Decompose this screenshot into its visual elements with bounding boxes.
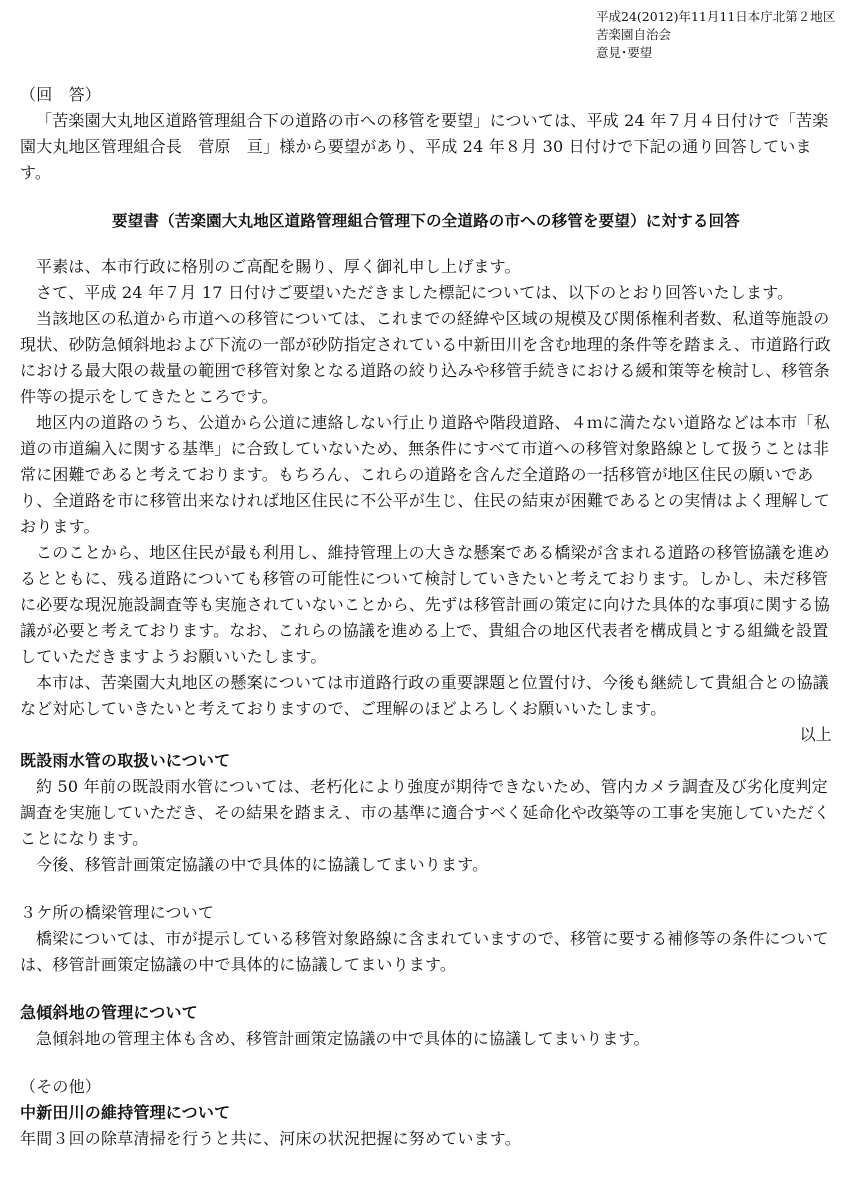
- intro-paragraph: 「苦楽園大丸地区道路管理組合下の道路の市への移管を要望」については、平成 24 年７月４日付けで「苦楽園大丸地区管理組合長 菅原 亘」様から要望があり、平成 24 年８月 30 日付けで下記の通り回答しています。: [20, 111, 829, 182]
- section-heading: ３ケ所の橋梁管理について: [20, 903, 215, 922]
- header-category: 意見･要望: [596, 45, 653, 60]
- section-heading: 急傾斜地の管理について: [20, 1003, 198, 1022]
- other-heading: 中新田川の維持管理について: [20, 1103, 231, 1122]
- closing-mark: 以上: [799, 725, 832, 744]
- body-paragraph: 当該地区の私道から市道への移管については、これまでの経緯や区域の規模及び関係権利者数、私道等施設の現状、砂防急傾斜地および下流の一部が砂防指定されている中新田川を含む地理的条件等を踏まえ、市道路行政における最大限の裁量の範囲で移管対象となる道路の絞り込みや移管手続きにおける緩和策等を検討し、移管条件等の提示をしてきたところです。: [20, 309, 831, 406]
- body-paragraph: 平素は、本市行政に格別のご高配を賜り、厚く御礼申し上げます。: [36, 257, 521, 276]
- section-text: 約 50 年前の既設雨水管については、老朽化により強度が期待できないため、管内カメラ調査及び劣化度判定調査を実施していただき、その結果を踏まえ、市の基準に適合すべく延命化や改築等の工事を実施していただくことになります。: [20, 777, 831, 848]
- header-organization: 苦楽園自治会: [596, 27, 672, 42]
- document-body: [20, 82, 832, 1152]
- other-label: （その他）: [20, 1077, 102, 1096]
- other-text: 年間３回の除草清掃を行うと共に、河床の状況把握に努めています。: [20, 1129, 521, 1148]
- section-text: 急傾斜地の管理主体も含め、移管計画策定協議の中で具体的に協議してまいります。: [36, 1029, 650, 1048]
- header-date-location: 平成24(2012)年11月11日本庁北第２地区: [596, 9, 836, 24]
- document-header: [596, 8, 835, 62]
- section-text: 今後、移管計画策定協議の中で具体的に協議してまいります。: [36, 855, 489, 874]
- body-paragraph: このことから、地区住民が最も利用し、維持管理上の大きな懸案である橋梁が含まれる道路の移管協議を進めるとともに、残る道路についても移管の可能性について検討していきたいと考えております。しかし、未だ移管に必要な現況施設調査等も実施されていないことから、先ずは移管計画の策定に向けた具体的な事項に関する協議が必要と考えております。なお、これらの協議を進める上で、貴組合の地区代表者を構成員とする組織を設置していただきますようお願いいたします。: [20, 543, 831, 666]
- body-paragraph: さて、平成 24 年７月 17 日付けご要望いただきました標記については、以下のとおり回答いたします。: [36, 283, 794, 302]
- answer-label: （回 答）: [20, 85, 102, 104]
- body-paragraph: 本市は、苦楽園大丸地区の懸案については市道路行政の重要課題と位置付け、今後も継続して貴組合との協議など対応していきたいと考えておりますので、ご理解のほどよろしくお願いいたします。: [20, 673, 829, 718]
- section-heading: 既設雨水管の取扱いについて: [20, 751, 231, 770]
- section-text: 橋梁については、市が提示している移管対象路線に含まれていますので、移管に要する補修等の条件については、移管計画策定協議の中で具体的に協議してまいります。: [20, 929, 829, 974]
- response-title: 要望書（苦楽園大丸地区道路管理組合管理下の全道路の市への移管を要望）に対する回答: [111, 212, 740, 230]
- body-paragraph: 地区内の道路のうち、公道から公道に連絡しない行止り道路や階段道路、４ｍに満たない道路などは本市「私道の市道編入に関する基準」に合致していないため、無条件にすべて市道への移管対象路線として扱うことは非常に困難であると考えております。もちろん、これらの道路を含んだ全道路の一括移管が地区住民の願いであり、全道路を市に移管出来なければ地区住民に不公平が生じ、住民の結束が困難であるとの実情はよく理解しております。: [20, 413, 831, 536]
